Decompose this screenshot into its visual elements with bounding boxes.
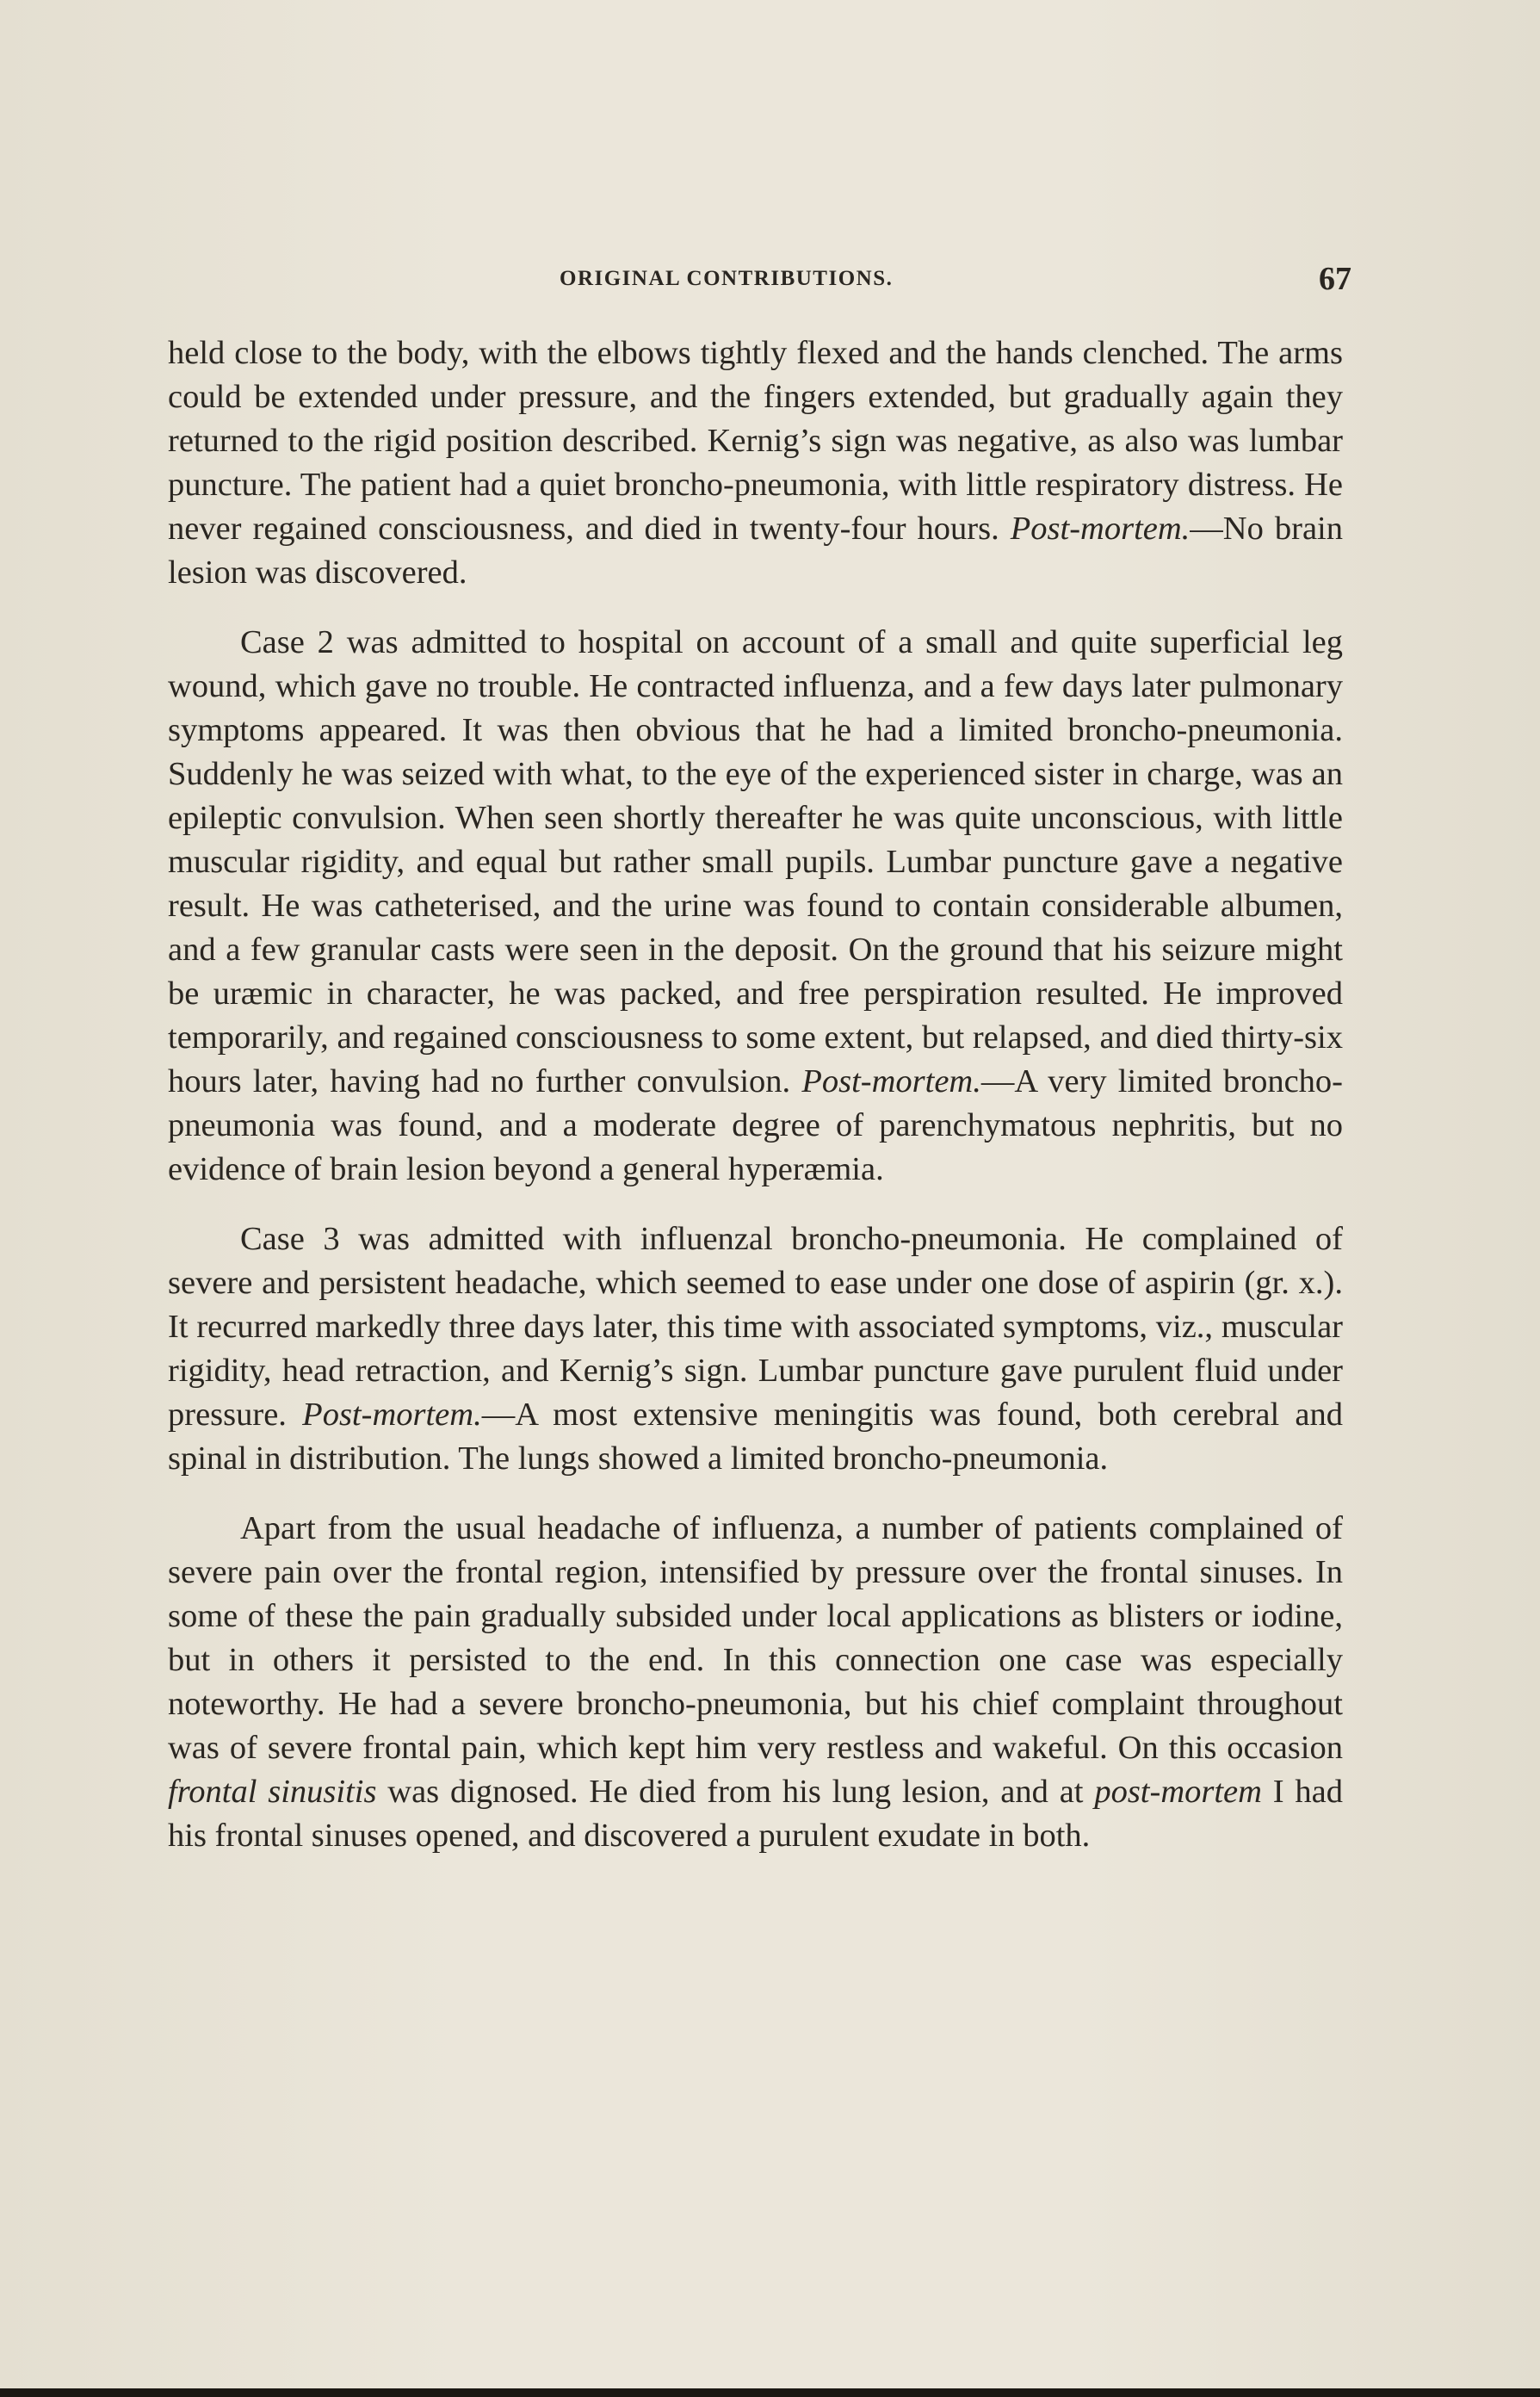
body-text [168, 331, 1343, 1858]
paragraph-case-2 [168, 621, 1343, 1192]
paragraph-frontal-sinusitis [168, 1507, 1343, 1858]
paragraph-case-2-italic: Post-mortem. [801, 1063, 981, 1099]
paragraph-case-2-text-end: —A very limited broncho-pneumonia was found, and a moderate degree of parenchymatous nephritis, but no evidence of brain lesion beyond a general hyperæmia. [168, 1063, 1343, 1187]
paragraph-4-text: Apart from the usual headache of influenza, a number of patients complained of severe pain over the frontal region, intensified by pressure over the frontal sinuses. In some of these the pain gradually subsided under local applications as blisters or iodine, but in others it persisted to the end. In this connection one case was especially noteworthy. He had a severe broncho-pneumonia, but his chief complaint throughout was of severe frontal pain, which kept him very restless and wakeful. On this occasion [168, 1510, 1343, 1766]
page-bottom-edge [0, 2388, 1540, 2397]
paragraph-1 [168, 331, 1343, 595]
paragraph-case-2-text: Case 2 was admitted to hospital on account of a small and quite superficial leg wound, which gave no trouble. He contracted influenza, and a few days later pulmonary symptoms appeared. It was then obvious that he had a limited broncho-pneumonia. Suddenly he was seized with what, to the eye of the experienced sister in charge, was an epileptic convulsion. When seen shortly thereafter he was quite unconscious, with little muscular rigidity, and equal but rather small pupils. Lumbar puncture gave a negative result. He was catheterised, and the urine was found to contain considerable albumen, and a few granular casts were seen in the deposit. On the ground that his seizure might be uræmic in character, he was packed, and free perspiration resulted. He improved temporarily, and regained consciousness to some extent, but relapsed, and died thirty-six hours later, having had no further convulsion. [168, 624, 1343, 1099]
paragraph-4-text-mid: was dignosed. He died from his lung lesion, and at [376, 1774, 1095, 1810]
paragraph-case-3 [168, 1217, 1343, 1481]
paragraph-4-text-end: I had his frontal sinuses opened, and discovered a purulent exudate in both. [168, 1774, 1343, 1854]
paragraph-case-3-text-end: —A most extensive meningitis was found, both cerebral and spinal in distribution. The lungs showed a limited broncho-pneumonia. [168, 1397, 1343, 1477]
paragraph-1-text-end: —No brain lesion was discovered. [168, 511, 1343, 591]
paragraph-4-italic: frontal sinusitis [168, 1774, 377, 1810]
paragraph-1-text: held close to the body, with the elbows tightly flexed and the hands clenched. The arms could be extended under pressure, and the fingers extended, but gradually again they returned to the rigid position described. Kernig’s sign was negative, as also was lumbar puncture. The patient had a quiet broncho-pneumonia, with little respiratory distress. He never regained consciousness, and died in twenty-four hours. [168, 335, 1343, 547]
paragraph-1-italic: Post-mortem. [1010, 511, 1191, 547]
paragraph-case-3-italic: Post-mortem. [302, 1397, 482, 1433]
running-head: ORIGINAL CONTRIBUTIONS. [560, 267, 894, 290]
paragraph-case-3-text: Case 3 was admitted with influenzal broncho-pneumonia. He complained of severe and persistent headache, which seemed to ease under one dose of aspirin (gr. x.). It recurred markedly three days later, this time with associated symptoms, viz., muscular rigidity, head retraction, and Kernig’s sign. Lumbar puncture gave purulent fluid under pressure. [168, 1221, 1343, 1433]
page-header [164, 258, 1351, 310]
page-number: 67 [1319, 261, 1351, 297]
paragraph-4-italic-2: post-mortem [1094, 1774, 1262, 1810]
